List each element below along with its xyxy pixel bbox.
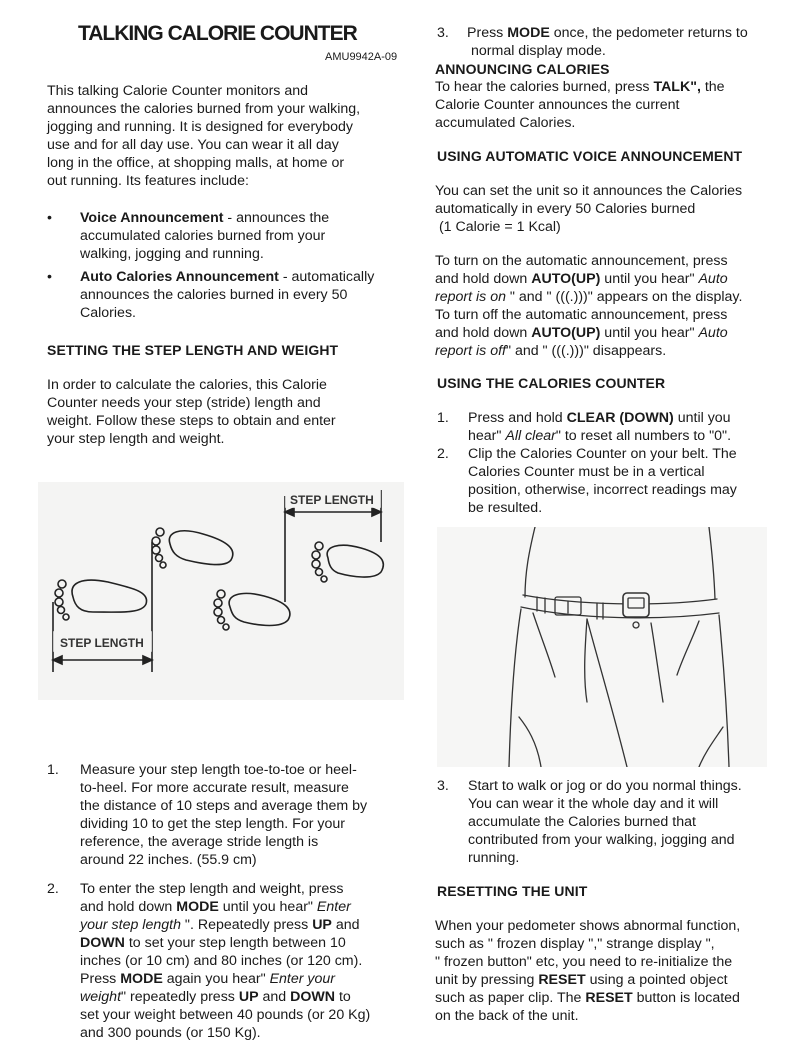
waist-illustration — [437, 527, 767, 767]
step-3-mode: 3. Press MODE once, the pedometer returns to normal display mode. — [437, 25, 748, 59]
belt-clip-figure — [437, 527, 767, 767]
announcing-heading: ANNOUNCING CALORIES — [435, 61, 610, 77]
counter-step-2: 2. Clip the Calories Counter on your belt. The Calories Counter must be in a vertical position, otherwise, incorrect readings may be resulted. — [437, 446, 737, 516]
bullet: • — [47, 210, 52, 226]
bullet: • — [47, 269, 52, 285]
feature-auto-calories: • Auto Calories Announcement - automatically announces the calories burned in every 50 Calories. — [47, 269, 375, 321]
footprints-illustration — [38, 482, 404, 700]
feature-voice-announcement: • Voice Announcement - announces the accumulated calories burned from your walking, jogging and running. — [47, 210, 330, 262]
step-section-paragraph: In order to calculate the calories, this Calorie Counter needs your step (stride) length and weight. Follow these steps to obtain and enter your step length and weight. — [47, 377, 336, 447]
model-code: AMU9942A-09 — [325, 51, 398, 63]
footprint-1 — [55, 580, 147, 620]
page-title: TALKING CALORIE COUNTER — [78, 22, 357, 45]
step-2: 2. To enter the step length and weight, press and hold down MODE until you hear" Enter your step length ". Repeatedly press UP and DOWN to set your step length between 10 inches (or 10 cm) and 80 inches (or 120 cm). Press MODE again you hear" Enter your weight" repeatedly press UP and DOWN to set your weight between 40 pounds (or 20 Kg) and 300 pounds (or 150 Kg). — [47, 881, 371, 1041]
step-length-figure — [38, 482, 404, 700]
auto-voice-heading: USING AUTOMATIC VOICE ANNOUNCEMENT — [437, 148, 743, 164]
counter-step-1: 1. Press and hold CLEAR (DOWN) until you hear" All clear" to reset all numbers to "0". — [437, 410, 732, 444]
footprint-3 — [214, 590, 290, 630]
footprint-2 — [152, 528, 233, 568]
auto-voice-instructions: To turn on the automatic announcement, press and hold down AUTO(UP) until you hear" Auto report is on " and " (((.)))" appears on the display. To turn off the automatic announcement, press and hold down AUTO(UP) until you hear" Auto report is off" and " (((.)))" disappears. — [435, 253, 743, 359]
counter-step-3: 3. Start to walk or jog or do you normal things. You can wear it the whole day and it will accumulate the Calories burned that contributed from your walking, jogging and running. — [437, 778, 742, 866]
step-length-label-top: STEP LENGTH — [290, 493, 374, 507]
auto-voice-intro: You can set the unit so it announces the Calories automatically in every 50 Calories burned (1 Calorie = 1 Kcal) — [435, 183, 743, 235]
step-1: 1. Measure your step length toe-to-toe or heel- to-heel. For more accurate result, measure the distance of 10 steps and average them by dividing 10 to get the step length. For your reference, the average stride length is around 22 inches. (55.9 cm) — [47, 762, 368, 868]
step-length-label-bottom: STEP LENGTH — [60, 636, 144, 650]
footprint-4 — [312, 542, 383, 582]
reset-heading: RESETTING THE UNIT — [437, 883, 588, 899]
announcing-section: ANNOUNCING CALORIES To hear the calories burned, press TALK", the Calorie Counter announces the current accumulated Calories. — [435, 60, 780, 132]
step-section-heading: SETTING THE STEP LENGTH AND WEIGHT — [47, 342, 339, 358]
reset-paragraph: When your pedometer shows abnormal function, such as " frozen display "," strange display ", " frozen button" etc, you need to re-initialize the unit by pressing RESET using a pointed object such as paper clip. The RESET button is located on the back of the unit. — [435, 918, 741, 1024]
intro-paragraph: This talking Calorie Counter monitors and announces the calories burned from your walking, jogging and running. It is designed for everybody use and for all day use. You can wear it all day long in the office, at shopping malls, at home or out running. Its features include: — [47, 83, 361, 189]
counter-heading: USING THE CALORIES COUNTER — [437, 375, 666, 391]
